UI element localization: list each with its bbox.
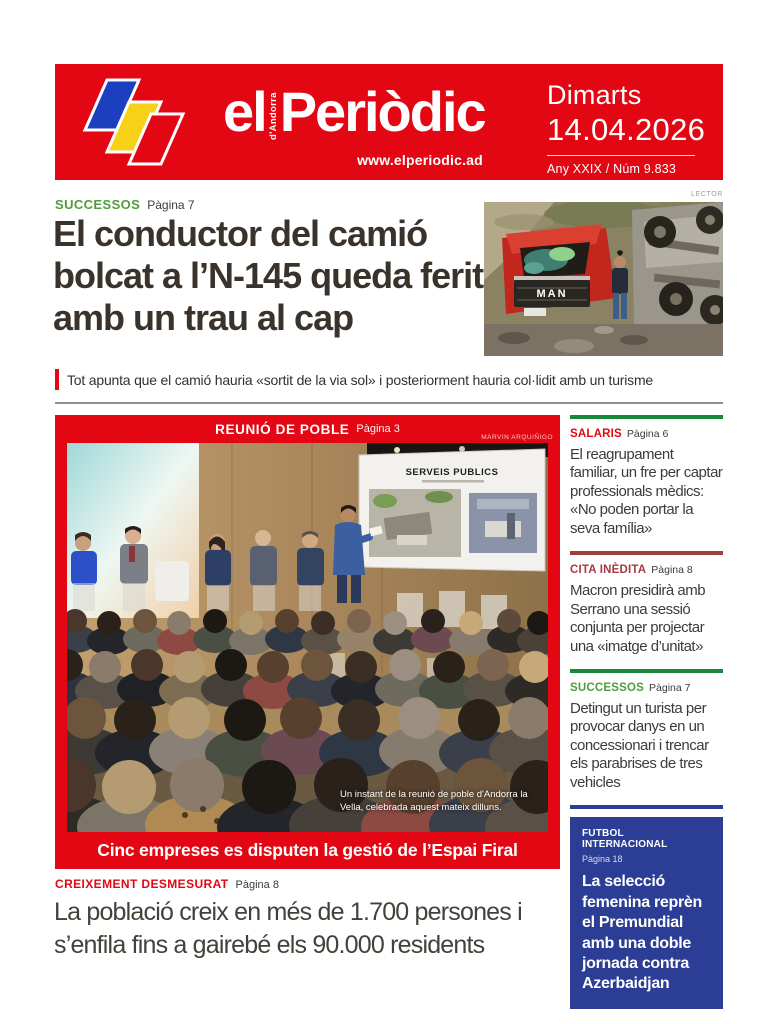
main-story-kicker: REUNIÓ DE POBLE [215, 421, 350, 437]
date: 14.04.2026 [547, 112, 706, 147]
top-story-kicker: SUCCESSOS [55, 197, 141, 212]
slide-title-text: SERVEIS PUBLICS [405, 467, 499, 478]
bottom-story-page: Pàgina 8 [235, 879, 279, 891]
sidebar-kicker-futbol: FUTBOL INTERNACIONAL [582, 828, 668, 851]
town-meeting-photo [67, 443, 548, 832]
sidebar-story-cita [570, 564, 723, 656]
sidebar-headline-cita: Macron presidirà amb Serrano una sessió conjunta per projectar una «imatge d’unitat» [570, 582, 706, 655]
main-photo-credit: MARVIN ARQUIÑIGO [481, 434, 553, 441]
top-story-page: Pàgina 7 [147, 198, 195, 212]
masthead-dateblock [547, 80, 706, 176]
bottom-story-kicker: CREIXEMENT DESMESURAT [55, 877, 229, 891]
brand-region: d'Andorra [267, 92, 279, 140]
subhead-red-bar [55, 369, 59, 390]
website-url: www.elperiodic.ad [357, 152, 483, 168]
bottom-story-kicker-row [55, 877, 279, 891]
sidebar-divider-blue [570, 805, 723, 809]
sidebar-headline-futbol: La selecció femenina reprèn el Premundial amb una doble jornada contra Azerbaidjan [582, 873, 702, 993]
sidebar-page-salaris: Pàgina 6 [626, 428, 669, 440]
sidebar-divider-green-1 [570, 415, 723, 419]
sidebar-story-salaris [570, 428, 723, 538]
main-story-block [55, 415, 560, 869]
truck-accident-photo [484, 202, 723, 356]
section-divider-rule [55, 402, 723, 404]
truck-photo-credit: LECTOR [691, 191, 723, 198]
top-story-subhead [55, 369, 755, 390]
brand-wordmark [223, 80, 485, 143]
sidebar-page-cita: Pàgina 8 [651, 564, 693, 577]
edition-number: Any XXIX / Núm 9.833 [547, 162, 677, 176]
sidebar-kicker-successos: SUCCESSOS [570, 681, 645, 694]
sidebar-headline-salaris: El reagrupament familiar, un fre per captar professionals mèdics: «No poden portar la seva família» [570, 446, 723, 537]
top-story-headline: El conductor del camió bolcat a l’N-145 queda ferit amb un trau al cap [53, 213, 484, 339]
sidebar-divider-green-2 [570, 669, 723, 673]
brand-name: Periòdic [279, 80, 485, 143]
sidebar-divider-darkred [570, 551, 723, 555]
sidebar-page-futbol: Pàgina 18 [582, 854, 623, 865]
truck-accident-illustration [484, 202, 723, 356]
town-meeting-illustration [67, 443, 548, 832]
top-story-kicker-row [55, 197, 195, 212]
brand-el: el [223, 80, 266, 143]
sidebar-page-successos: Pàgina 7 [649, 681, 691, 694]
sidebar-story-futbol [570, 817, 723, 1009]
weekday: Dimarts [547, 80, 642, 110]
bottom-story-headline: La població creix en més de 1.700 persones i s’enfila fins a gairebé els 90.000 residents [54, 898, 522, 959]
masthead [55, 64, 723, 180]
sidebar-kicker-salaris: SALARIS [570, 428, 622, 440]
logo-stripes-icon [77, 72, 195, 172]
sidebar [570, 415, 723, 1009]
main-story-banner-headline: Cinc empreses es disputen la gestió de l’Espai Firal [97, 840, 518, 860]
main-story-kicker-bar [55, 415, 560, 443]
sidebar-story-successos [570, 682, 723, 792]
date-divider [547, 155, 695, 156]
sidebar-kicker-cita: CITA INÈDITA [570, 564, 647, 577]
main-photo-caption: Un instant de la reunió de poble d'Andorra la Vella, celebrada aquest mateix dilluns. [340, 789, 528, 813]
truck-brand-text: MAN [536, 288, 568, 300]
main-story-page: Pàgina 3 [356, 423, 400, 435]
top-story-subheadline: Tot apunta que el camió hauria «sortit de la via sol» i posteriorment hauria col·lidit amb un turisme [67, 371, 653, 388]
sidebar-headline-successos: Detingut un turista per provocar danys en un concessionari i trencar els parabrises de tres vehicles [570, 699, 709, 791]
